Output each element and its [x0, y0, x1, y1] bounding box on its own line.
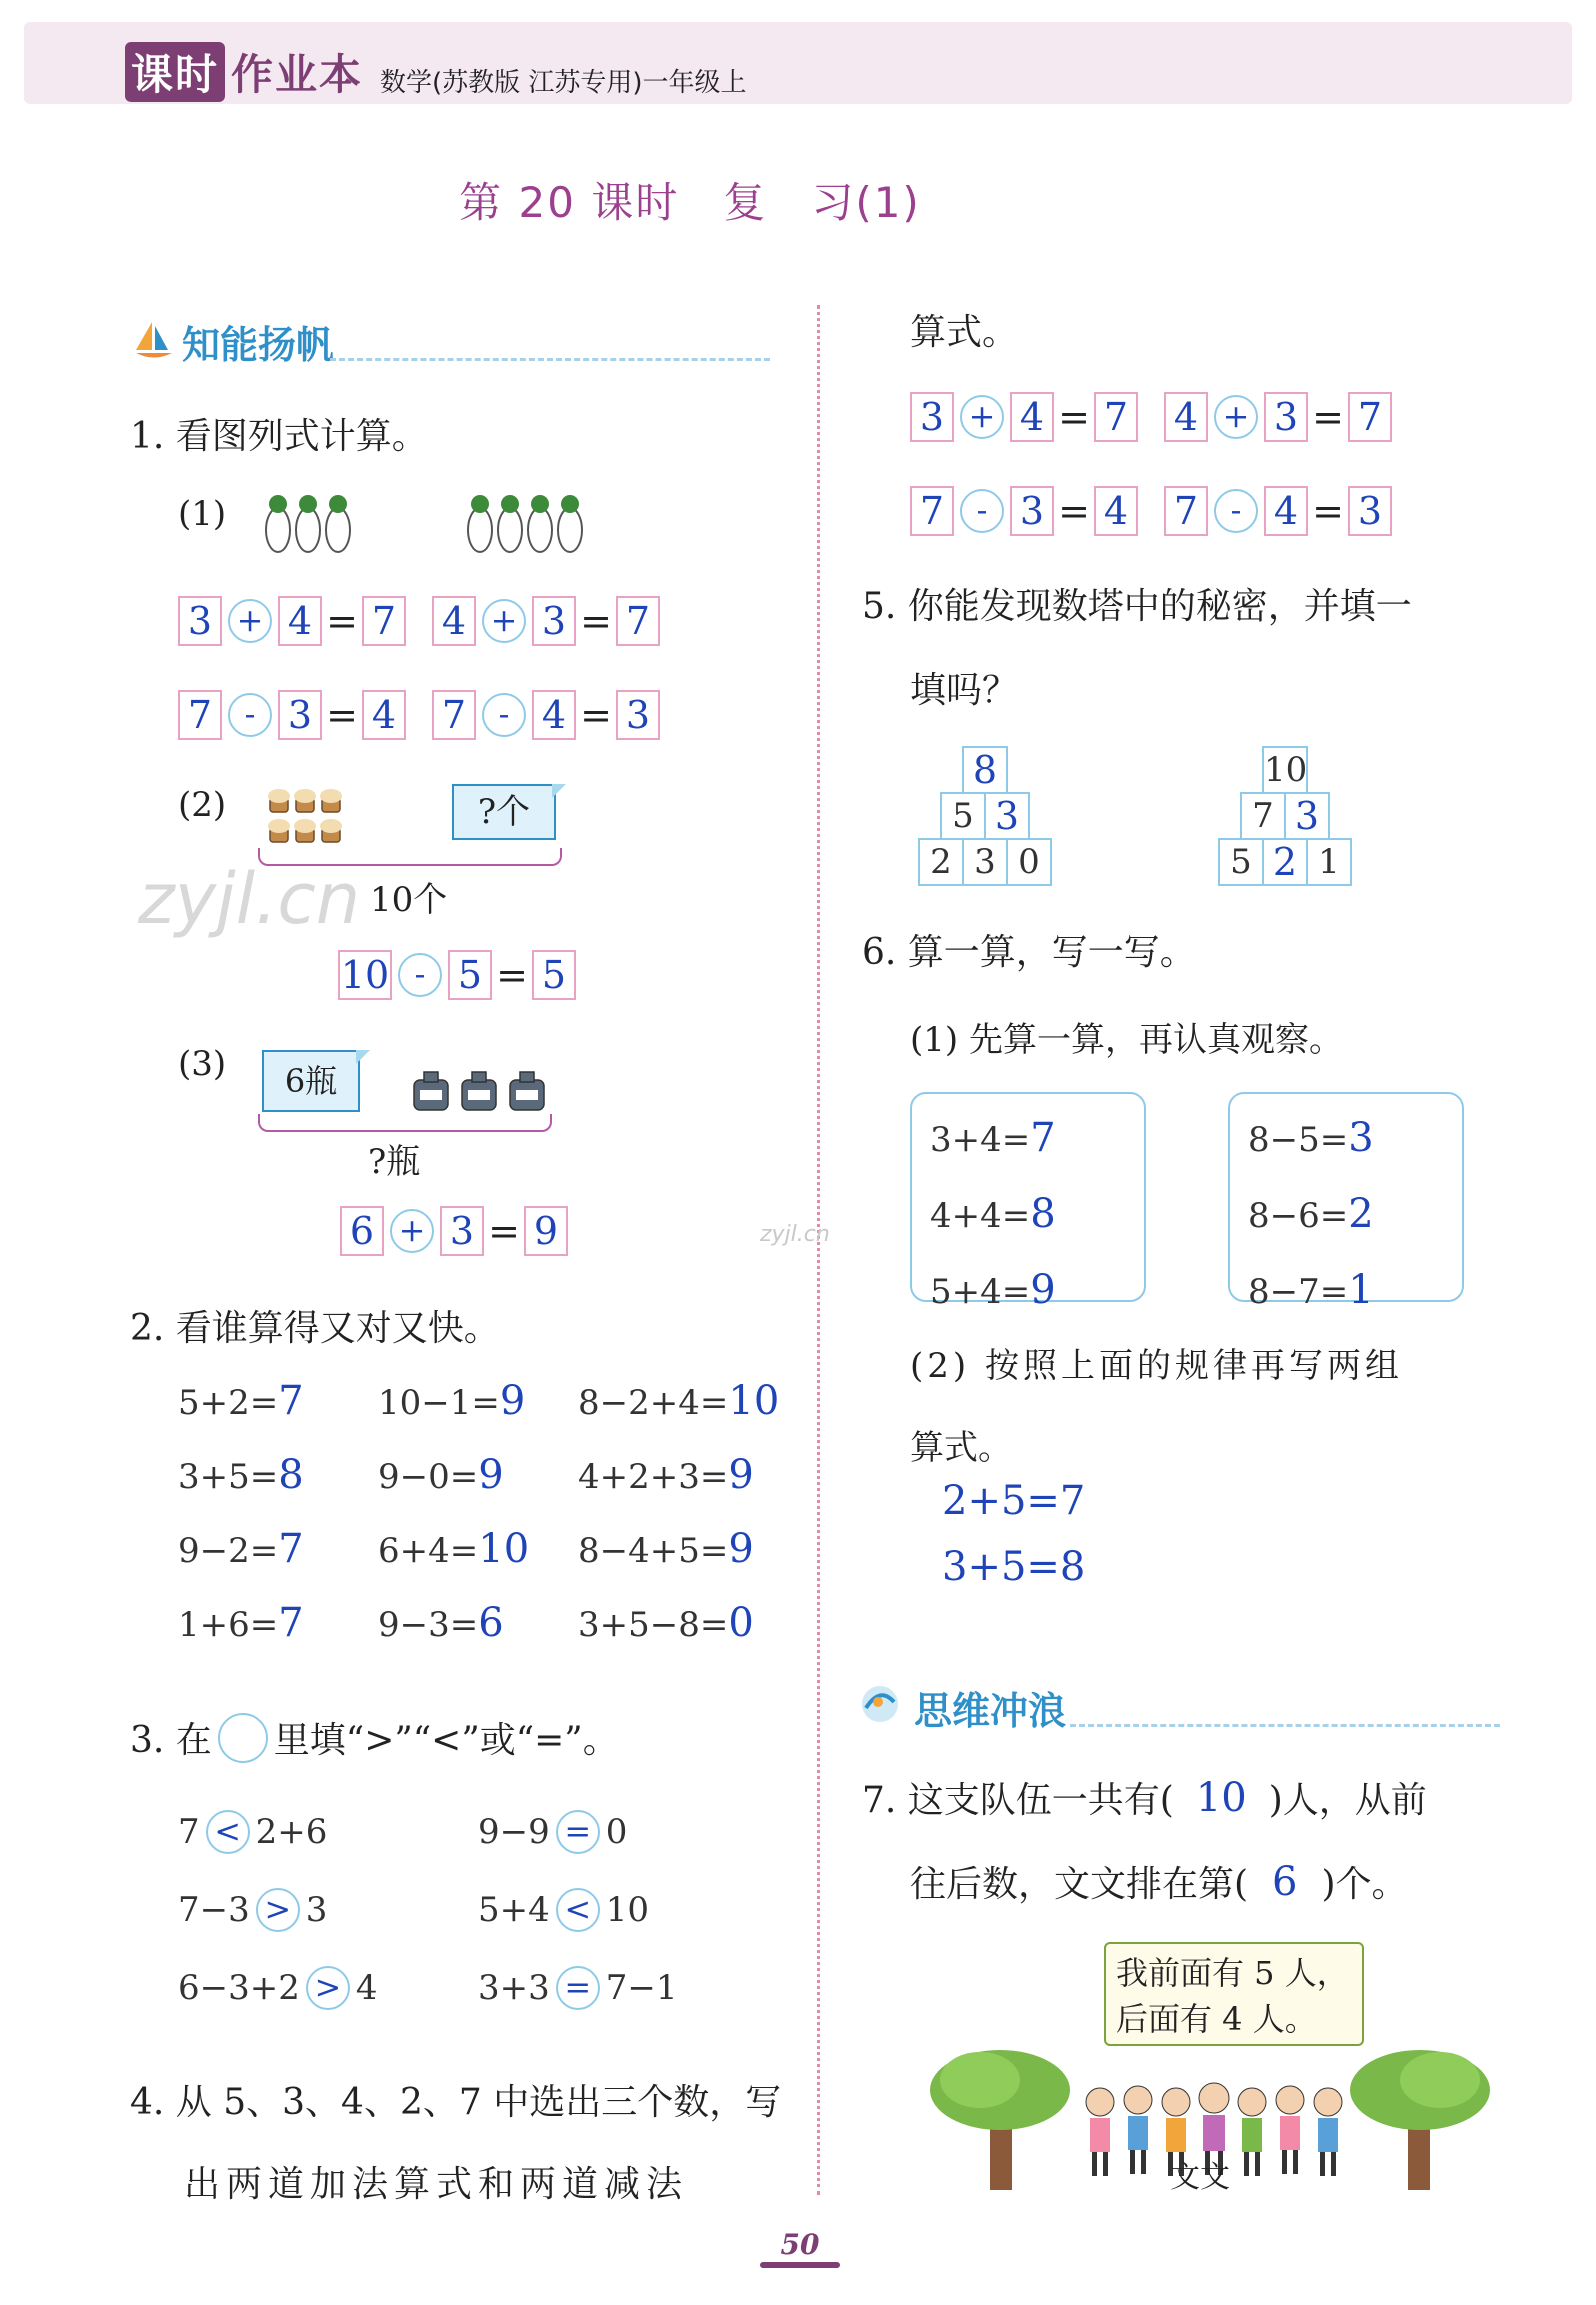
calc-answer[interactable]: 7	[278, 1526, 304, 1572]
q7-answer-2[interactable]: 6	[1272, 1858, 1298, 1905]
q7-answer-1[interactable]: 10	[1195, 1774, 1247, 1821]
q7-line2	[910, 1856, 1408, 1907]
card-answer[interactable]: 8	[1030, 1191, 1056, 1237]
compare-circle[interactable]: =	[556, 1810, 600, 1854]
answer-box[interactable]: 7	[1348, 392, 1392, 442]
calc-answer[interactable]: 9	[728, 1526, 754, 1572]
compare-left: 5+4	[478, 1890, 550, 1930]
calc-answer[interactable]: 7	[278, 1378, 304, 1424]
calc-card-1	[910, 1092, 1146, 1313]
q1-part2-equation	[338, 950, 576, 1000]
equation	[178, 596, 406, 646]
speech-bubble	[1104, 1942, 1364, 2046]
q7-text: )个。	[1321, 1864, 1408, 1905]
calc-item	[178, 1452, 378, 1498]
q4-line2: 出两道加法算式和两道减法	[184, 2164, 689, 2205]
subject-label: 数学(苏教版 江苏专用)一年级上	[380, 68, 747, 98]
lesson-title: 第 20 课时 复 习(1)	[459, 178, 921, 227]
calc-expr: 6+4=	[378, 1531, 479, 1571]
q4-row-1	[910, 392, 1418, 442]
watermark-large: zyjl.cn	[138, 858, 361, 940]
q7-text: )人，从前	[1268, 1780, 1427, 1821]
tower-cell[interactable]: 3	[1284, 792, 1330, 840]
page-number: 50	[780, 2228, 820, 2261]
calc-item	[378, 1378, 578, 1424]
calc-expr: 5+2=	[178, 1383, 279, 1423]
card-line	[1248, 1256, 1444, 1332]
compare-item	[478, 1810, 778, 1854]
calc-answer[interactable]: 0	[728, 1600, 754, 1646]
answer-box[interactable]: 7	[178, 690, 222, 740]
calc-expr: 9−3=	[378, 1605, 479, 1645]
q1-title: 1. 看图列式计算。	[130, 416, 428, 457]
calc-answer[interactable]: 7	[278, 1600, 304, 1646]
operator-circle[interactable]: +	[960, 395, 1004, 439]
sample-circle	[218, 1713, 268, 1763]
equals-sign: =	[488, 1209, 520, 1253]
page-number-bar	[760, 2262, 840, 2268]
compare-item	[478, 1888, 778, 1932]
operator-circle[interactable]: +	[482, 599, 526, 643]
carrot-group-3	[258, 488, 368, 562]
calc-expr: 10−1=	[378, 1383, 500, 1423]
operator-circle[interactable]: -	[1214, 489, 1258, 533]
brand-badge: 课时	[125, 42, 225, 102]
calc-expr: 8−4+5=	[578, 1531, 729, 1571]
answer-box[interactable]: 3	[440, 1206, 484, 1256]
box-side	[356, 1050, 370, 1064]
calc-expr: 9−2=	[178, 1531, 279, 1571]
tower-cell[interactable]: 8	[962, 746, 1008, 794]
equation	[910, 392, 1138, 442]
operator-circle[interactable]: -	[960, 489, 1004, 533]
q4-line3: 算式。	[910, 312, 1019, 353]
calc-answer[interactable]: 6	[478, 1600, 504, 1646]
compare-left: 6−3+2	[178, 1968, 300, 2008]
section-title-2: 思维冲浪	[914, 1689, 1067, 1733]
tower-cell: 10	[1262, 746, 1308, 794]
section-underline	[1070, 1724, 1500, 1727]
operator-circle[interactable]: +	[390, 1209, 434, 1253]
calc-item	[378, 1452, 578, 1498]
answer-box[interactable]: 7	[362, 596, 406, 646]
brand-rest: 作业本	[231, 50, 364, 99]
child-name-label: 文文	[1170, 2160, 1230, 2195]
q6-answer-2[interactable]: 3+5=8	[942, 1544, 1086, 1590]
answer-box[interactable]: 3	[910, 392, 954, 442]
answer-box[interactable]: 6	[340, 1206, 384, 1256]
calc-card-2	[1228, 1092, 1464, 1313]
operator-circle[interactable]: -	[482, 693, 526, 737]
answer-box[interactable]: 3	[278, 690, 322, 740]
equation	[910, 486, 1138, 536]
watermark-small: zyjl.cn	[760, 1222, 830, 1247]
card-answer[interactable]: 3	[1348, 1115, 1374, 1161]
q2-grid	[178, 1378, 828, 1646]
q1-row-1	[178, 596, 686, 646]
answer-box[interactable]: 3	[532, 596, 576, 646]
compare-left: 3+3	[478, 1968, 550, 2008]
calc-item	[178, 1378, 378, 1424]
q1-part3-equation	[340, 1206, 568, 1256]
compare-circle[interactable]: >	[256, 1888, 300, 1932]
tower-cell: 2	[918, 838, 964, 886]
total-label: 10个	[370, 880, 448, 920]
q6-title: 6. 算一算，写一写。	[862, 932, 1196, 973]
answer-box[interactable]: 4	[432, 596, 476, 646]
tower-cell: 5	[1218, 838, 1264, 886]
card-expr: 5+4=	[930, 1272, 1031, 1312]
card-answer[interactable]: 9	[1030, 1267, 1056, 1313]
answer-box[interactable]: 9	[524, 1206, 568, 1256]
calc-item	[578, 1600, 828, 1646]
q4-line1: 4. 从 5、3、4、2、7 中选出三个数，写	[130, 2082, 782, 2123]
calc-expr: 3+5=	[178, 1457, 279, 1497]
card-expr: 8−7=	[1248, 1272, 1349, 1312]
wave-icon	[858, 1682, 902, 1730]
answer-box[interactable]: 4	[278, 596, 322, 646]
answer-box[interactable]: 3	[616, 690, 660, 740]
compare-circle[interactable]: =	[556, 1966, 600, 2010]
calc-answer[interactable]: 9	[478, 1452, 504, 1498]
answer-box[interactable]: 7	[1094, 392, 1138, 442]
calc-answer[interactable]: 9	[728, 1452, 754, 1498]
operator-circle[interactable]: +	[1214, 395, 1258, 439]
q6-part2-line1: (2) 按照上面的规律再写两组	[910, 1346, 1403, 1386]
q5-line1: 5. 你能发现数塔中的秘密，并填一	[862, 586, 1412, 627]
compare-item	[178, 1966, 478, 2010]
tower-cell[interactable]: 3	[984, 792, 1030, 840]
muffin-icon-group	[262, 780, 362, 854]
number-tower-1	[910, 746, 1060, 896]
answer-box[interactable]: 10	[338, 950, 392, 1000]
answer-box[interactable]: 4	[1264, 486, 1308, 536]
calc-item	[578, 1378, 828, 1424]
answer-box[interactable]: 4	[1094, 486, 1138, 536]
total-brace	[258, 1114, 552, 1132]
calc-answer[interactable]: 9	[499, 1378, 526, 1424]
q7-line1	[862, 1772, 1427, 1823]
card-expr: 4+4=	[930, 1196, 1031, 1236]
tower-cell: 1	[1306, 838, 1352, 886]
tree-left-icon	[930, 2050, 1070, 2190]
equals-sign: =	[1312, 489, 1344, 533]
card-answer[interactable]: 7	[1030, 1115, 1056, 1161]
equals-sign: =	[326, 599, 358, 643]
q6-answer-1[interactable]: 2+5=7	[942, 1478, 1086, 1524]
answer-box[interactable]: 3	[178, 596, 222, 646]
compare-right: 4	[355, 1968, 378, 2008]
calc-answer[interactable]: 10	[478, 1526, 530, 1572]
card-answer[interactable]: 2	[1348, 1191, 1374, 1237]
compare-left: 9−9	[478, 1812, 550, 1852]
answer-box[interactable]: 7	[910, 486, 954, 536]
compare-right: 3	[305, 1890, 328, 1930]
calc-answer[interactable]: 8	[278, 1452, 304, 1498]
equals-sign: =	[496, 953, 528, 997]
q1-part1-label: (1)	[178, 494, 227, 534]
calc-answer[interactable]: 10	[728, 1378, 780, 1424]
answer-box[interactable]: 4	[1010, 392, 1054, 442]
answer-box[interactable]: 5	[448, 950, 492, 1000]
compare-right: 0	[605, 1812, 628, 1852]
calc-item	[578, 1452, 828, 1498]
card-expr: 3+4=	[930, 1120, 1031, 1160]
number-tower-2	[1210, 746, 1360, 896]
calc-item	[178, 1600, 378, 1646]
answer-box[interactable]: 4	[532, 690, 576, 740]
section-title-1: 知能扬帆	[182, 323, 335, 367]
card-line	[1248, 1104, 1444, 1180]
q5-line2: 填吗？	[910, 670, 1019, 711]
q6-part1: (1) 先算一算，再认真观察。	[910, 1020, 1343, 1060]
q7-text: 往后数，文文排在第(	[910, 1864, 1249, 1905]
q1-part2-label: (2)	[178, 785, 227, 825]
bottle-box-label: 6瓶	[284, 1062, 338, 1100]
q4-row-2	[910, 486, 1418, 536]
compare-circle[interactable]: >	[306, 1966, 350, 2010]
card-expr: 8−5=	[1248, 1120, 1349, 1160]
q3-grid	[178, 1810, 818, 2010]
unknown-box-label: ?个	[477, 792, 531, 832]
equals-sign: =	[326, 693, 358, 737]
card-line	[930, 1104, 1126, 1180]
compare-left: 7	[178, 1812, 200, 1852]
card-answer[interactable]: 1	[1348, 1267, 1374, 1313]
q3-title-b: 里填“>”“<”或“=”。	[273, 1720, 619, 1761]
equation	[432, 596, 660, 646]
calc-expr: 4+2+3=	[578, 1457, 729, 1497]
q1-part3-label: (3)	[178, 1044, 227, 1084]
answer-box[interactable]: 7	[432, 690, 476, 740]
answer-box[interactable]: 5	[532, 950, 576, 1000]
bubble-line-2: 后面有 4 人。	[1116, 2000, 1317, 2038]
q3-title-a: 3. 在	[130, 1720, 212, 1761]
card-line	[930, 1180, 1126, 1256]
compare-item	[178, 1888, 478, 1932]
equals-sign: =	[1058, 489, 1090, 533]
answer-box[interactable]: 7	[1164, 486, 1208, 536]
operator-circle[interactable]: -	[228, 693, 272, 737]
section-underline	[330, 358, 770, 361]
total-label: ?瓶	[368, 1142, 421, 1182]
calc-expr: 8−2+4=	[578, 1383, 729, 1423]
calc-expr: 1+6=	[178, 1605, 279, 1645]
compare-circle[interactable]: <	[206, 1810, 250, 1854]
compare-right: 2+6	[255, 1812, 328, 1852]
calc-item	[178, 1526, 378, 1572]
answer-box[interactable]: 3	[1348, 486, 1392, 536]
tower-cell: 5	[940, 792, 986, 840]
equation	[432, 690, 660, 740]
answer-box[interactable]: 4	[1164, 392, 1208, 442]
compare-left: 7−3	[178, 1890, 250, 1930]
calc-item	[378, 1526, 578, 1572]
q2-title: 2. 看谁算得又对又快。	[130, 1308, 500, 1349]
q7-text: 7. 这支队伍一共有(	[862, 1780, 1174, 1821]
calc-item	[578, 1526, 828, 1572]
bottle-box	[262, 1050, 360, 1112]
unknown-box	[452, 784, 556, 840]
q3-title	[130, 1712, 619, 1763]
tree-right-icon	[1350, 2050, 1490, 2190]
tower-cell: 0	[1006, 838, 1052, 886]
equals-sign: =	[1312, 395, 1344, 439]
bubble-line-1: 我前面有 5 人，	[1116, 1954, 1349, 1992]
card-line	[1248, 1180, 1444, 1256]
equation	[1164, 392, 1392, 442]
ink-bottle-group	[410, 1068, 550, 1118]
box-side	[552, 784, 566, 798]
tower-cell[interactable]: 2	[1262, 838, 1308, 886]
brand-logo	[125, 42, 363, 102]
carrot-group-4	[460, 488, 600, 562]
card-line	[930, 1256, 1126, 1332]
equals-sign: =	[1058, 395, 1090, 439]
operator-circle[interactable]: -	[398, 953, 442, 997]
answer-box[interactable]: 3	[1010, 486, 1054, 536]
tower-cell: 3	[962, 838, 1008, 886]
card-expr: 8−6=	[1248, 1196, 1349, 1236]
tower-cell: 7	[1240, 792, 1286, 840]
answer-box[interactable]: 3	[1264, 392, 1308, 442]
compare-item	[478, 1966, 778, 2010]
q6-part2-line2: 算式。	[910, 1428, 1012, 1468]
equals-sign: =	[580, 599, 612, 643]
compare-item	[178, 1810, 478, 1854]
operator-circle[interactable]: +	[228, 599, 272, 643]
compare-right: 7−1	[605, 1968, 678, 2008]
answer-box[interactable]: 7	[616, 596, 660, 646]
compare-circle[interactable]: <	[556, 1888, 600, 1932]
calc-item	[378, 1600, 578, 1646]
sail-icon	[132, 318, 176, 366]
q1-row-2	[178, 690, 686, 740]
answer-box[interactable]: 4	[362, 690, 406, 740]
calc-expr: 3+5−8=	[578, 1605, 729, 1645]
calc-expr: 9−0=	[378, 1457, 479, 1497]
compare-right: 10	[605, 1890, 650, 1930]
equation	[178, 690, 406, 740]
equals-sign: =	[580, 693, 612, 737]
equation	[1164, 486, 1392, 536]
